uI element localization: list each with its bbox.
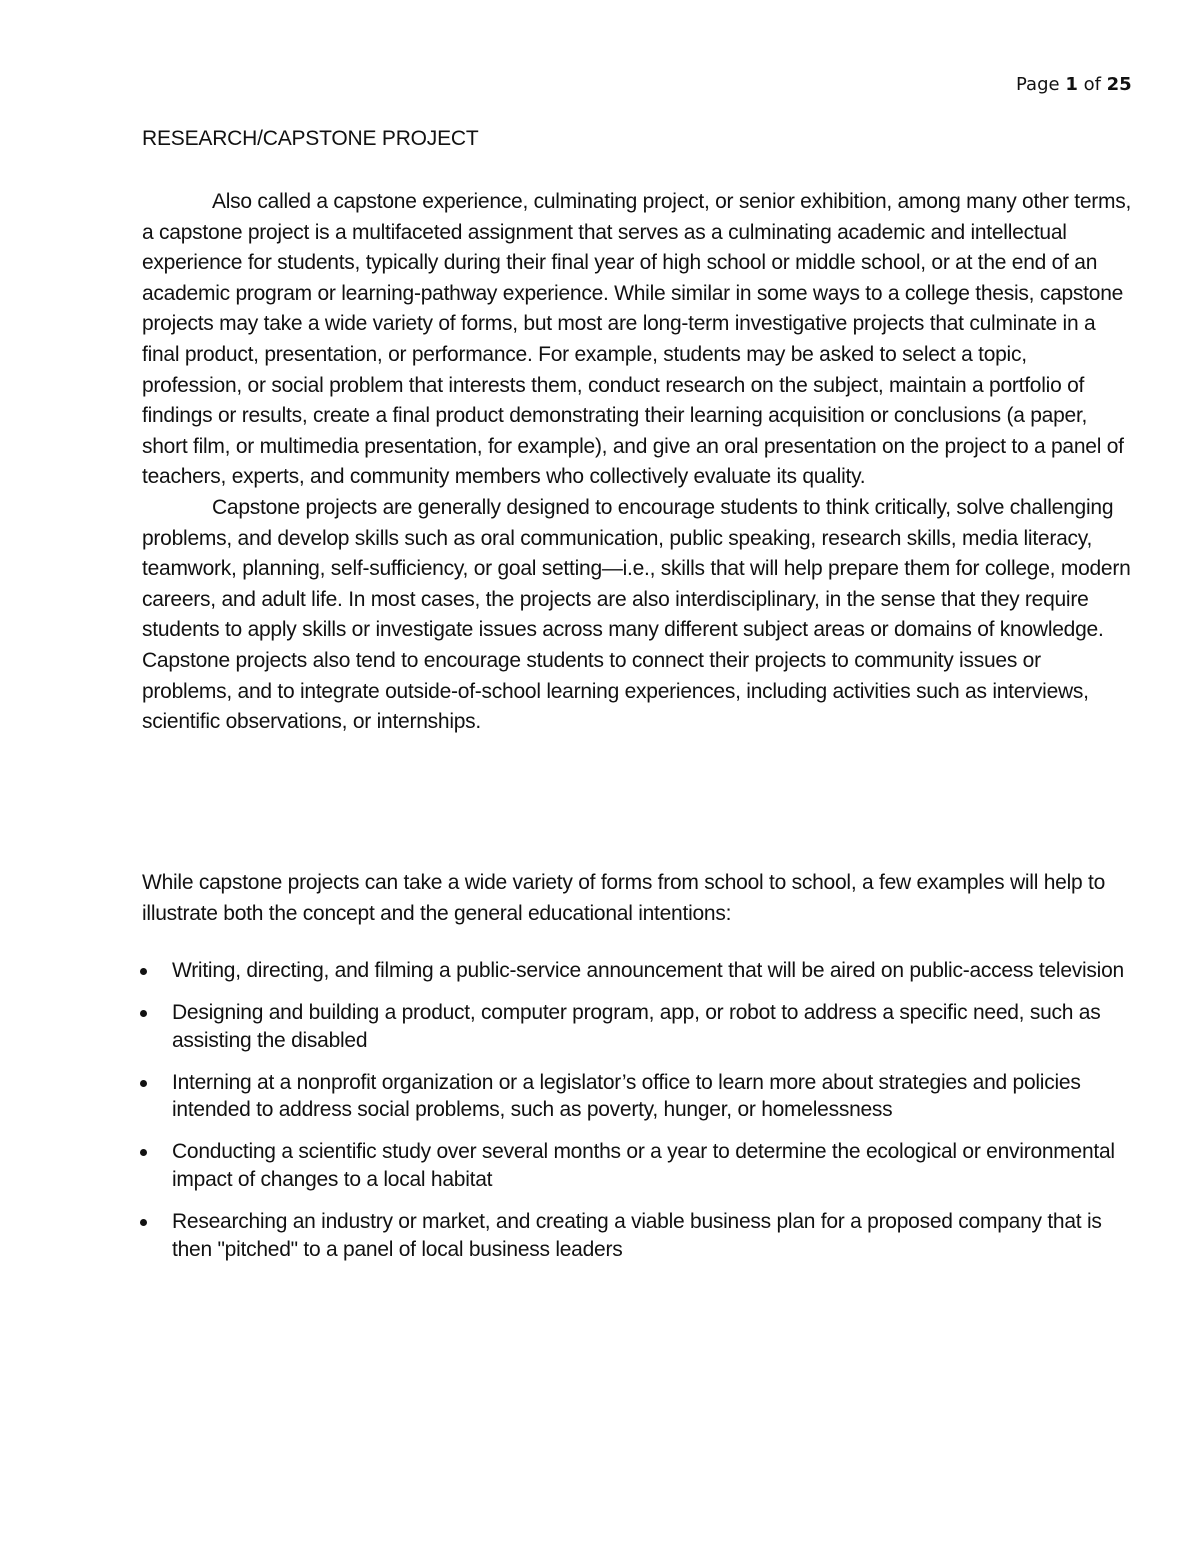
page-number-total: 25 (1106, 74, 1132, 95)
page-number (1016, 74, 1132, 95)
bullet-icon (140, 1080, 147, 1087)
page-number-prefix: Page (1016, 74, 1066, 95)
list-item-text: Writing, directing, and filming a public-service announcement that will be aired on public-access television (172, 959, 1124, 982)
examples-list (136, 957, 1126, 1278)
list-item-text: Designing and building a product, computer program, app, or robot to address a specific need, such as assisting the disabled (172, 1001, 1101, 1052)
body-text (142, 187, 1132, 738)
page-number-separator: of (1077, 74, 1107, 95)
bullet-icon (140, 1149, 147, 1156)
paragraph-definition: Also called a capstone experience, culminating project, or senior exhibition, among many other terms, a capstone project is a multifaceted assignment that serves as a culminating academic and intellectual experience for students, typically during their final year of high school or middle school, or at the end of an academic program or learning-pathway experience. While similar in some ways to a college thesis, capstone projects may take a wide variety of forms, but most are long-term investigative projects that culminate in a final product, presentation, or performance. For example, students may be asked to select a topic, profession, or social problem that interests them, conduct research on the subject, maintain a portfolio of findings or results, create a final product demonstrating their learning acquisition or conclusions (a paper, short film, or multimedia presentation, for example), and give an oral presentation on the project to a panel of teachers, experts, and community members who collectively evaluate its quality. (142, 190, 1132, 489)
bullet-icon (140, 1010, 147, 1017)
list-item (136, 1069, 1126, 1124)
list-item (136, 999, 1126, 1054)
bullet-icon (140, 1219, 147, 1226)
list-item-text: Conducting a scientific study over several months or a year to determine the ecological or environmental impact of changes to a local habitat (172, 1140, 1115, 1192)
bullet-icon (140, 968, 147, 975)
paragraph-purpose: Capstone projects are generally designed to encourage students to think critically, solve challenging problems, and develop skills such as oral communication, public speaking, research skills, media literacy, teamwork, planning, self-sufficiency, or goal setting—i.e., skills that will help prepare them for college, modern careers, and adult life. In most cases, the projects are also interdisciplinary, in the sense that they require students to apply skills or investigate issues across many different subject areas or domains of knowledge. Capstone projects also tend to encourage students to connect their projects to community issues or problems, and to integrate outside-of-school learning experiences, including activities such as interviews, scientific observations, or internships. (142, 495, 1131, 734)
page-number-current: 1 (1065, 74, 1078, 95)
list-item-text: Interning at a nonprofit organization or a legislator’s office to learn more about strategies and policies intended to address social problems, such as poverty, hunger, or homelessness (172, 1070, 1081, 1122)
examples-intro: While capstone projects can take a wide variety of forms from school to school, a few examples will help to illustrate both the concept and the general educational intentions: (142, 871, 1106, 925)
list-item (136, 1138, 1126, 1193)
list-item (136, 1208, 1126, 1263)
list-item (136, 957, 1126, 985)
list-item-text: Researching an industry or market, and creating a viable business plan for a proposed company that is then "pitched" to a panel of local business leaders (172, 1210, 1102, 1261)
document-title: RESEARCH/CAPSTONE PROJECT (142, 127, 479, 150)
